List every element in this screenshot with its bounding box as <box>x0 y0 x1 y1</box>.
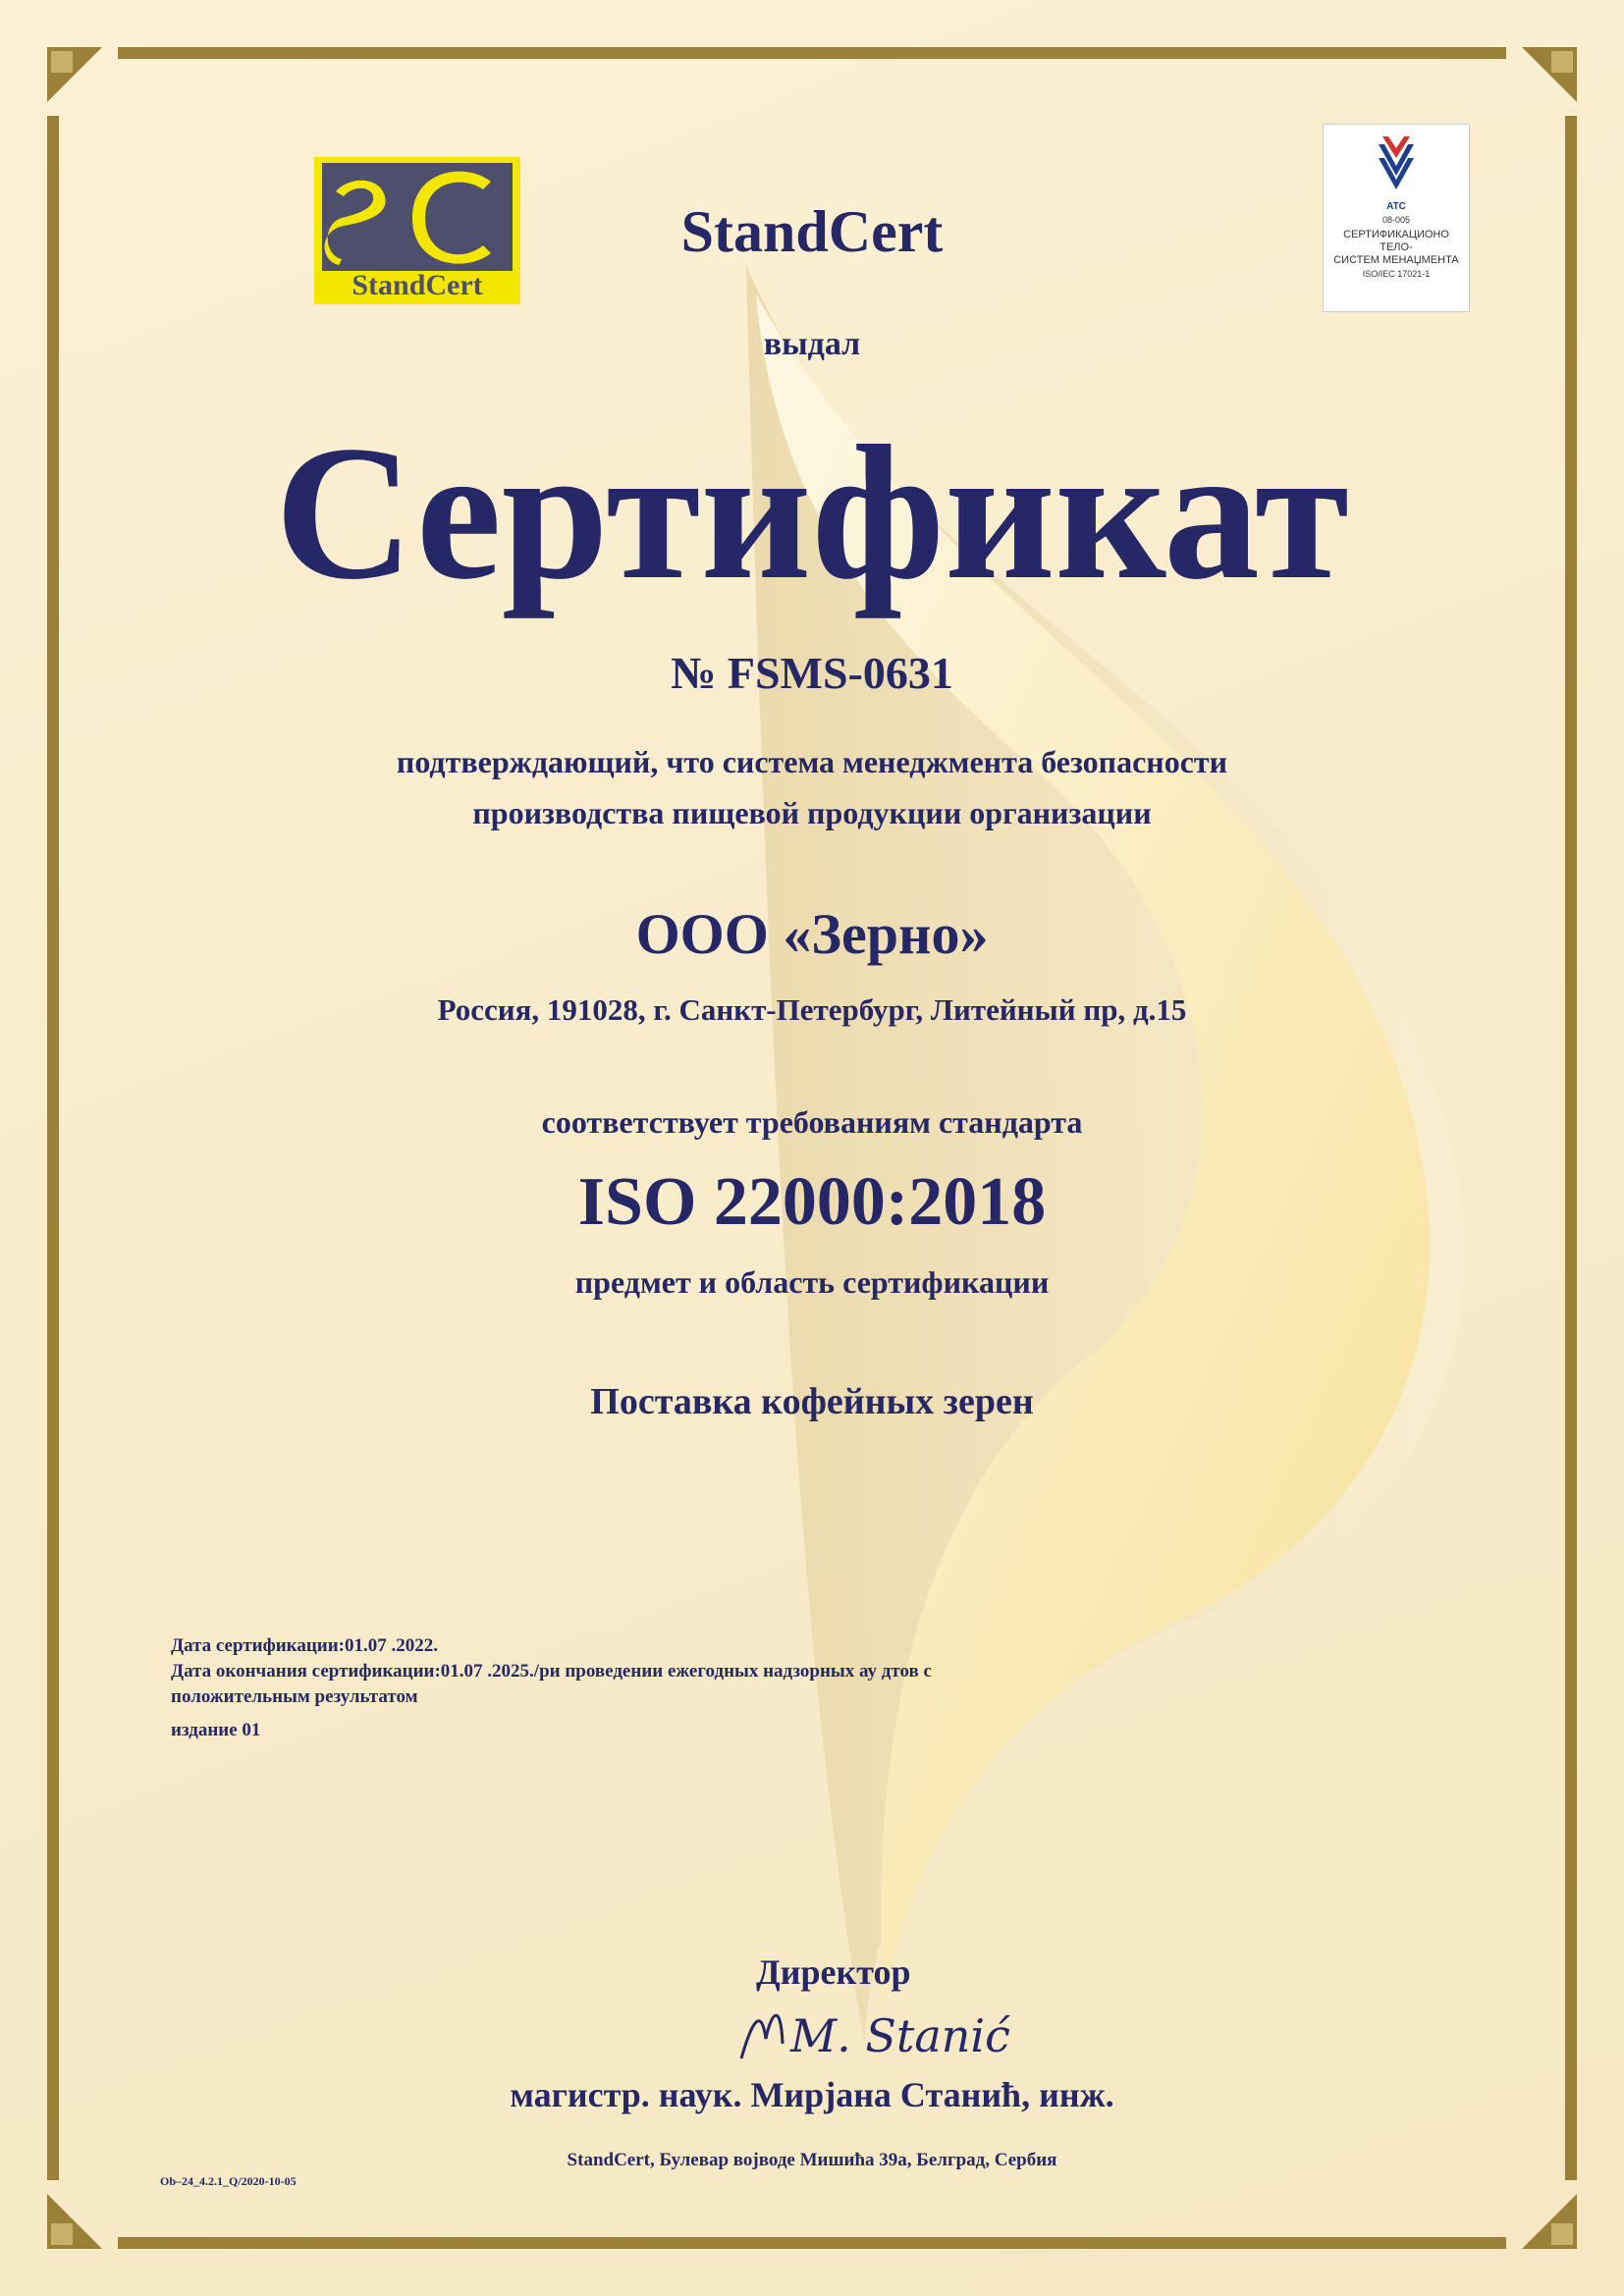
atc-code: 08-005 <box>1381 215 1411 225</box>
certificate-title: Сертификат <box>274 406 1350 619</box>
atc-standard: ISO/IEC 17021-1 <box>1362 269 1431 279</box>
expiration-date: Дата окончания сертификации:01.07 .2025./ри проведении ежегодных надзорных ау дтов с <box>171 1661 932 1682</box>
intro-line-2: производства пищевой продукции организации <box>472 795 1152 830</box>
logo-wordmark: StandCert <box>352 269 483 301</box>
signer-name: магистр. наук. Мирјана Станић, инж. <box>510 2075 1114 2114</box>
atc-line2: ТЕЛО- <box>1380 241 1413 253</box>
scope-label: предмет и область сертификации <box>574 1264 1050 1300</box>
standard-code: ISO 22000:2018 <box>577 1164 1047 1240</box>
issued-label: выдал <box>763 326 861 362</box>
organization-name: ООО «Зерно» <box>635 902 989 966</box>
intro-line-1: подтверждающий, что система менеджмента безопасности <box>396 744 1228 779</box>
signature-handwriting: M. Stanić <box>790 2009 1010 2062</box>
conforms-label: соответствует требованиям стандарта <box>541 1104 1083 1140</box>
certification-date: Дата сертификации:01.07 .2022. <box>171 1635 439 1656</box>
certificate-number: № FSMS-0631 <box>671 648 953 698</box>
expiration-condition: положительным результатом <box>171 1686 418 1707</box>
atc-line1: СЕРТИФИКАЦИОНО <box>1343 229 1449 240</box>
atc-title: ATC <box>1386 201 1406 212</box>
brand-name: StandCert <box>680 199 944 264</box>
certification-scope: Поставка кофейных зерен <box>590 1381 1034 1422</box>
atc-emblem-icon <box>1324 125 1469 203</box>
organization-address: Россия, 191028, г. Санкт-Петербург, Литейный пр, д.15 <box>437 992 1187 1027</box>
form-code: Ob–24_4.2.1_Q/2020-10-05 <box>160 2174 297 2188</box>
atc-line3: СИСТЕМ МЕНАЏМЕНТА <box>1333 254 1459 266</box>
signatory-role: Директор <box>756 1952 911 1992</box>
edition-number: издание 01 <box>171 1720 261 1740</box>
issuer-address: StandCert, Булевар војводе Мишића 39а, Белград, Сербия <box>567 2150 1057 2170</box>
